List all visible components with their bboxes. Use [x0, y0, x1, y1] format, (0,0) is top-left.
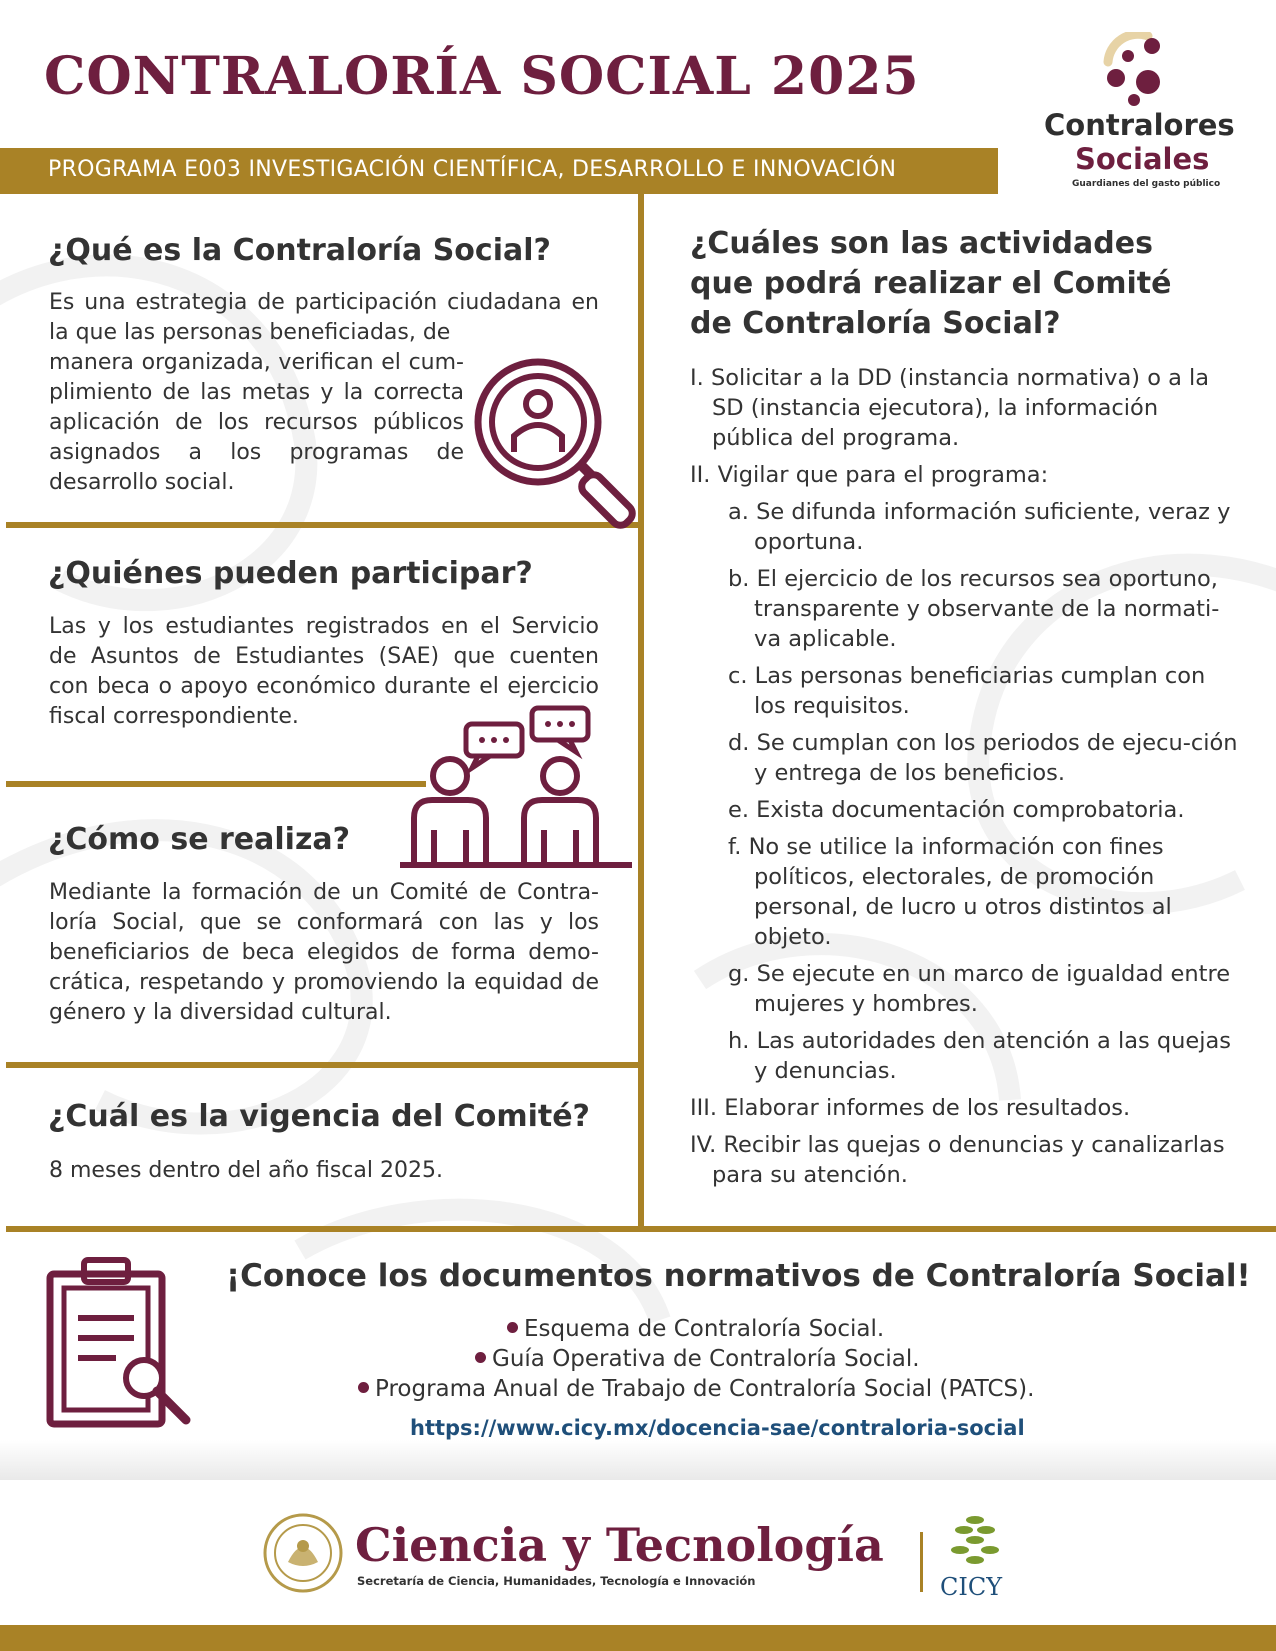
activities-list	[690, 363, 1240, 1197]
heading-como: ¿Cómo se realiza?	[48, 822, 351, 857]
activity-sub-g: g. Se ejecute en un marco de igualdad entre mujeres y hombres.	[728, 961, 1231, 1017]
activity-item-iii: III. Elaborar informes de los resultados.	[690, 1095, 1131, 1121]
documents-heading: ¡Conoce los documentos normativos de Contraloría Social!	[226, 1258, 1251, 1294]
document-item: Programa Anual de Trabajo de Contraloría Social (PATCS).	[358, 1376, 1034, 1402]
people-conversation-icon	[400, 700, 632, 874]
national-seal-icon	[262, 1512, 344, 1594]
activity-sub-e: e. Exista documentación comprobatoria.	[728, 797, 1185, 823]
document-item: Guía Operativa de Contraloría Social.	[475, 1346, 920, 1372]
program-banner	[0, 148, 998, 194]
footer-gradient	[0, 1440, 1276, 1480]
footer-divider	[920, 1532, 923, 1592]
divider-como	[6, 1062, 644, 1068]
cicy-leaf-icon	[948, 1514, 1002, 1572]
heading-actividades-1: ¿Cuáles son las actividades	[690, 226, 1153, 261]
activity-sub-a: a. Se difunda información suficiente, veraz y oportuna.	[728, 499, 1231, 555]
heading-quienes: ¿Quiénes pueden participar?	[48, 556, 533, 591]
magnifier-person-icon	[468, 352, 648, 532]
activity-sub-b: b. El ejercicio de los recursos sea oportuno, transparente y observante de la normati-va aplicable.	[728, 566, 1220, 652]
cicy-label: CICY	[940, 1573, 1003, 1601]
contralores-logo-icon	[1098, 32, 1178, 108]
bottom-gold-bar	[0, 1625, 1276, 1651]
divider-quienes	[6, 781, 426, 787]
text-vigencia: 8 meses dentro del año fiscal 2025.	[49, 1158, 443, 1183]
activity-sub-d: d. Se cumplan con los periodos de ejecu-ción y entrega de los beneficios.	[728, 730, 1238, 786]
activity-item-i: I. Solicitar a la DD (instancia normativa) o a la SD (instancia ejecutora), la información pública del programa.	[690, 365, 1210, 451]
page-title: CONTRALORÍA SOCIAL 2025	[44, 46, 920, 107]
program-name: PROGRAMA E003 INVESTIGACIÓN CIENTÍFICA, DESARROLLO E INNOVACIÓN	[48, 157, 897, 182]
activity-item-ii: II. Vigilar que para el programa:	[690, 462, 1049, 488]
activity-item-iv: IV. Recibir las quejas o denuncias y canalizarlas para su atención.	[690, 1132, 1225, 1188]
logo-word-sociales: Sociales	[1075, 142, 1210, 176]
activity-sub-f: f. No se utilice la información con fines políticos, electorales, de promoción personal, de lucro u otros distintos al objeto.	[728, 834, 1172, 950]
heading-que-es: ¿Qué es la Contraloría Social?	[48, 233, 551, 268]
divider-documents	[6, 1226, 1276, 1232]
footer-subtitle: Secretaría de Ciencia, Humanidades, Tecnología e Innovación	[357, 1574, 756, 1588]
documents-link[interactable]: https://www.cicy.mx/docencia-sae/contraloria-social	[410, 1416, 1025, 1440]
text-como: Mediante la formación de un Comité de Contra-loría Social, que se conformará con las y los beneficiarios de beca elegidos de forma demo-crática, respetando y promoviendo la equidad de género y la diversidad cultural.	[49, 880, 599, 1025]
logo-word-contralores: Contralores	[1044, 108, 1235, 142]
heading-actividades-3: de Contraloría Social?	[690, 306, 1061, 341]
text-quienes: Las y los estudiantes registrados en el Servicio de Asuntos de Estudiantes (SAE) que cuenten con beca o apoyo económico durante el ejercicio fiscal correspondiente.	[49, 614, 599, 729]
clipboard-search-icon	[46, 1256, 196, 1428]
activity-sub-c: c. Las personas beneficiarias cumplan con los requisitos.	[728, 663, 1206, 719]
column-divider	[638, 194, 644, 1230]
document-item: Esquema de Contraloría Social.	[507, 1316, 884, 1342]
text-que-es-top: Es una estrategia de participación ciudadana en la que las personas beneficiadas, de	[49, 290, 599, 345]
activity-sub-h: h. Las autoridades den atención a las quejas y denuncias.	[728, 1028, 1232, 1084]
heading-actividades-2: que podrá realizar el Comité	[690, 266, 1172, 301]
logo-tagline: Guardianes del gasto público	[1072, 179, 1221, 189]
footer-title: Ciencia y Tecnología	[355, 1518, 884, 1572]
heading-vigencia: ¿Cuál es la vigencia del Comité?	[48, 1099, 590, 1134]
text-que-es-bottom: manera organizada, verifican el cum-plimiento de las metas y la correcta aplicación de los recursos públicos asignados a los programas de desarrollo social.	[49, 350, 464, 495]
